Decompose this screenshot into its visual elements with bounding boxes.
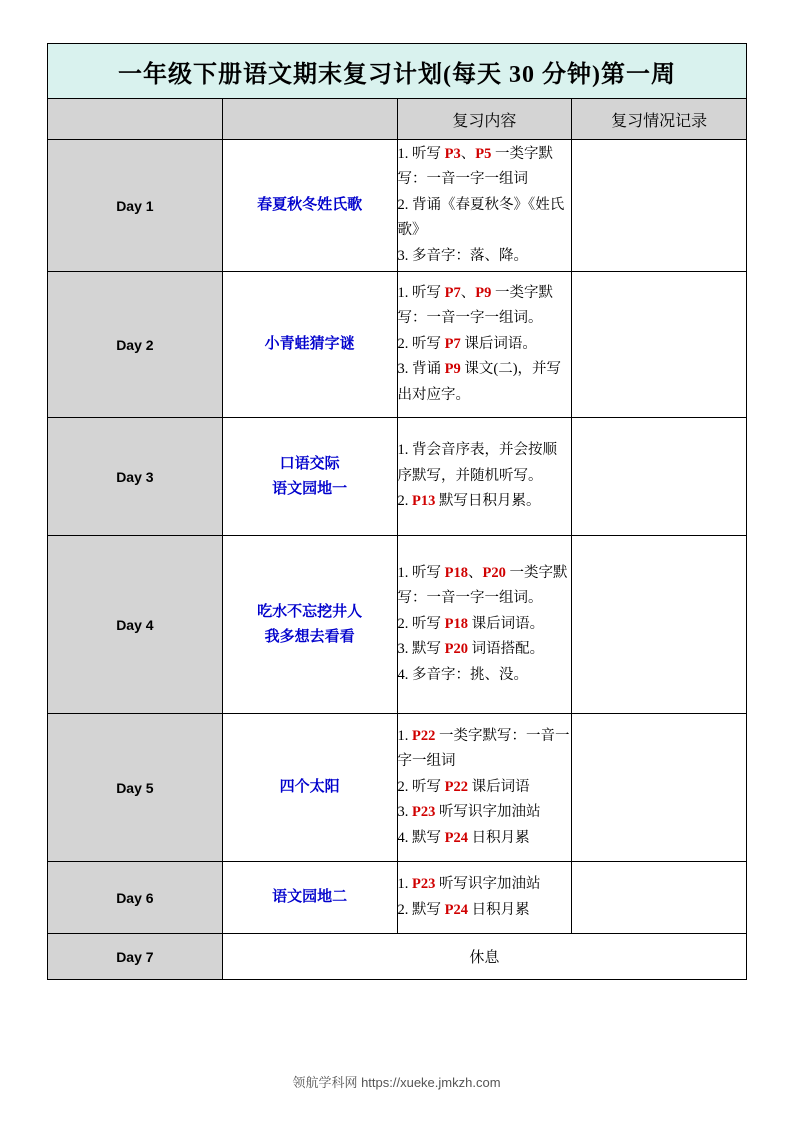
record-cell[interactable]	[572, 272, 747, 418]
lesson-title	[222, 272, 397, 418]
page-title: 一年级下册语文期末复习计划(每天 30 分钟)第一周	[48, 44, 747, 99]
lesson-title	[222, 140, 397, 272]
page-reference: P23	[412, 876, 436, 893]
review-content	[397, 862, 572, 934]
day-label: Day 3	[48, 418, 223, 536]
table-row	[48, 934, 747, 980]
page-reference: P22	[444, 778, 468, 795]
content-line: 1. 听写 P3、P5 一类字默写：一音一字一组词	[397, 146, 553, 188]
table-row	[48, 536, 747, 714]
content-line: 3. 背诵 P9 课文(二)，并写出对应字。	[397, 361, 562, 403]
content-line: 2. 听写 P18 课后词语。	[397, 615, 545, 632]
page-reference: P5	[475, 146, 492, 163]
lesson-line: 口语交际	[279, 455, 340, 472]
page-reference: P13	[412, 493, 436, 510]
lesson-title	[222, 714, 397, 862]
review-content	[397, 536, 572, 714]
review-content	[397, 418, 572, 536]
day-label: Day 6	[48, 862, 223, 934]
column-header-content: 复习内容	[397, 99, 572, 140]
column-header-day	[48, 99, 223, 140]
lesson-line: 语文园地一	[272, 480, 348, 497]
page-reference: P7	[444, 285, 461, 302]
page-reference: P18	[444, 615, 468, 632]
table-row	[48, 418, 747, 536]
content-line: 1. 听写 P18、P20 一类字默写：一音一字一组词。	[397, 565, 568, 607]
content-line: 2. 默写 P24 日积月累	[397, 901, 530, 918]
day-label: Day 2	[48, 272, 223, 418]
lesson-line: 四个太阳	[279, 779, 340, 796]
record-cell[interactable]	[572, 418, 747, 536]
review-plan-table	[47, 43, 747, 980]
review-content	[397, 140, 572, 272]
record-cell[interactable]	[572, 140, 747, 272]
content-line: 2. 听写 P22 课后词语	[397, 778, 530, 795]
content-line: 3. 默写 P20 词语搭配。	[397, 641, 545, 658]
content-line: 4. 多音字：挑、没。	[397, 666, 528, 683]
content-line: 2. P13 默写日积月累。	[397, 493, 541, 510]
lesson-line: 吃水不忘挖井人	[257, 603, 363, 620]
table-row	[48, 140, 747, 272]
page-reference: P3	[444, 146, 461, 163]
content-line: 2. 背诵《春夏秋冬》《姓氏歌》	[397, 196, 565, 239]
column-header-lesson	[222, 99, 397, 140]
table-row	[48, 862, 747, 934]
lesson-line: 小青蛙猜字谜	[264, 336, 355, 353]
content-line: 3. 多音字：落、降。	[397, 247, 528, 264]
day-label: Day 1	[48, 140, 223, 272]
page-reference: P7	[444, 335, 461, 352]
page-reference: P18	[444, 565, 468, 582]
content-line: 1. P23 听写识字加油站	[397, 876, 541, 893]
rest-day-note: 休息	[222, 934, 746, 980]
content-line: 4. 默写 P24 日积月累	[397, 829, 530, 846]
record-cell[interactable]	[572, 536, 747, 714]
lesson-title	[222, 536, 397, 714]
table-row	[48, 272, 747, 418]
table-row	[48, 714, 747, 862]
content-line: 1. 听写 P7、P9 一类字默写：一音一字一组词。	[397, 285, 553, 327]
lesson-title	[222, 862, 397, 934]
record-cell[interactable]	[572, 714, 747, 862]
lesson-line: 语文园地二	[272, 889, 348, 906]
lesson-title	[222, 418, 397, 536]
content-line: 1. 背会音序表，并会按顺序默写，并随机听写。	[397, 442, 557, 484]
page-reference: P23	[412, 804, 436, 821]
title-row	[48, 44, 747, 99]
page-reference: P24	[444, 829, 468, 846]
content-line: 1. P22 一类字默写：一音一字一组词	[397, 728, 570, 770]
lesson-line: 我多想去看看	[264, 628, 355, 645]
review-content	[397, 714, 572, 862]
column-header-record: 复习情况记录	[572, 99, 747, 140]
day-label: Day 7	[48, 934, 223, 980]
header-row	[48, 99, 747, 140]
footer-watermark: 领航学科网 https://xueke.jmkzh.com	[292, 1075, 501, 1090]
content-line: 2. 听写 P7 课后词语。	[397, 335, 537, 352]
day-label: Day 4	[48, 536, 223, 714]
page-reference: P9	[475, 285, 492, 302]
content-line: 3. P23 听写识字加油站	[397, 804, 541, 821]
table-body	[48, 44, 747, 980]
page-reference: P20	[444, 641, 468, 658]
lesson-line: 春夏秋冬姓氏歌	[257, 197, 363, 214]
page-reference: P9	[444, 361, 461, 378]
page-reference: P24	[444, 901, 468, 918]
page-reference: P22	[412, 728, 436, 745]
record-cell[interactable]	[572, 862, 747, 934]
day-label: Day 5	[48, 714, 223, 862]
review-content	[397, 272, 572, 418]
page-reference: P20	[482, 565, 506, 582]
